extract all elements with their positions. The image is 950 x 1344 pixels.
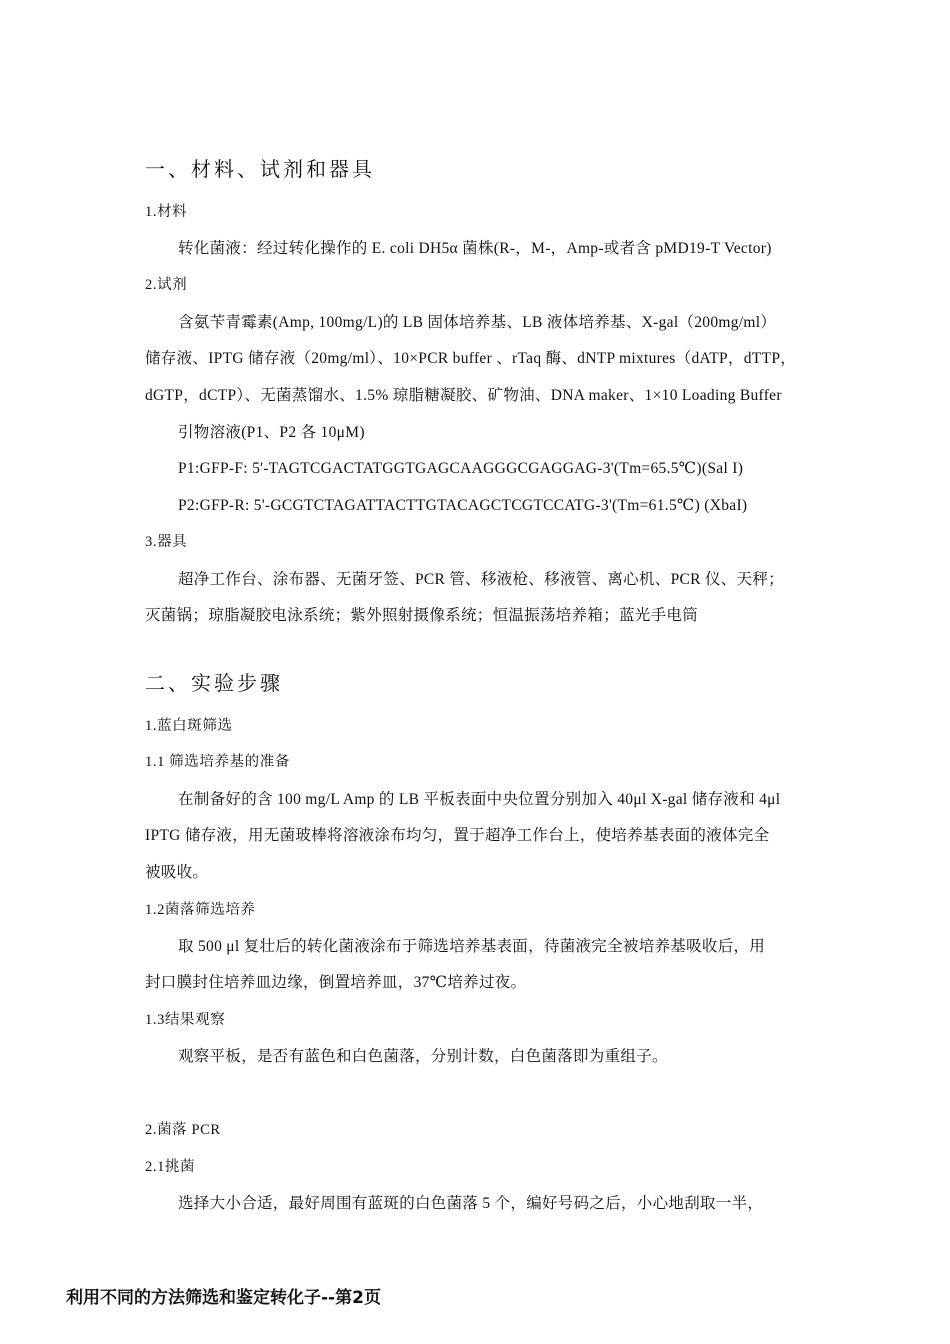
primer-p2: P2:GFP-R: 5'-GCGTCTAGATTACTTGTACAGCTCGTCCATG-3'(Tm=61.5℃) (XbaI)	[178, 497, 748, 514]
primer-intro: 引物溶液(P1、P2 各 10μM)	[178, 424, 365, 441]
step1-3-title: 1.3结果观察	[145, 1012, 226, 1028]
reagents-title: 2.试剂	[145, 277, 188, 293]
section-heading-procedure: 二、实验步骤	[145, 671, 283, 695]
step2-1-text: 选择大小合适，最好周围有蓝斑的白色菌落 5 个，编好号码之后，小心地刮取一半，	[178, 1195, 764, 1212]
step1-1-title: 1.1 筛选培养基的准备	[145, 754, 290, 770]
section-heading-materials: 一、材料、试剂和器具	[145, 157, 375, 181]
step1-1-line-2: IPTG 储存液，用无菌玻棒将溶液涂布均匀，置于超净工作台上，使培养基表面的液体完全	[145, 827, 770, 844]
reagents-line-3: dGTP，dCTP）、无菌蒸馏水、1.5% 琼脂糖凝胶、矿物油、DNA maker、1×10 Loading Buffer	[145, 387, 782, 404]
materials-text: 转化菌液：经过转化操作的 E. coli DH5α 菌株(R-，M-，Amp-或者含 pMD19-T Vector)	[178, 240, 772, 257]
equipment-line-2: 灭菌锅；琼脂凝胶电泳系统；紫外照射摄像系统；恒温振荡培养箱；蓝光手电筒	[145, 607, 699, 624]
step1-title: 1.蓝白斑筛选	[145, 718, 233, 734]
equipment-line-1: 超净工作台、涂布器、无菌牙签、PCR 管、移液枪、移液管、离心机、PCR 仪、天秤；	[178, 571, 784, 588]
equipment-title: 3.器具	[145, 534, 188, 550]
reagents-line-1: 含氨苄青霉素(Amp, 100mg/L)的 LB 固体培养基、LB 液体培养基、X-gal（200mg/ml）	[178, 314, 777, 331]
step1-3-text: 观察平板，是否有蓝色和白色菌落，分别计数，白色菌落即为重组子。	[178, 1048, 668, 1065]
primer-p1: P1:GFP-F: 5'-TAGTCGACTATGGTGAGCAAGGGCGAGGAG-3'(Tm=65.5℃)(Sal I)	[178, 460, 744, 477]
step2-1-title: 2.1挑菌	[145, 1159, 196, 1175]
step1-1-line-3: 被吸收。	[145, 864, 209, 881]
reagents-line-2: 储存液、IPTG 储存液（20mg/ml）、10×PCR buffer 、rTaq 酶、dNTP mixtures（dATP，dTTP，	[145, 350, 797, 367]
page-footer: 利用不同的方法筛选和鉴定转化子--第2页	[66, 1288, 381, 1308]
materials-title: 1.材料	[145, 204, 188, 220]
step1-2-line-1: 取 500 μl 复壮后的转化菌液涂布于筛选培养基表面，待菌液完全被培养基吸收后，用	[178, 938, 766, 955]
step1-2-title: 1.2菌落筛选培养	[145, 902, 256, 918]
step1-2-line-2: 封口膜封住培养皿边缘，倒置培养皿，37℃培养过夜。	[145, 974, 527, 991]
step1-1-line-1: 在制备好的含 100 mg/L Amp 的 LB 平板表面中央位置分别加入 40μl X-gal 储存液和 4μl	[178, 791, 781, 808]
step2-title: 2.菌落 PCR	[145, 1122, 221, 1138]
